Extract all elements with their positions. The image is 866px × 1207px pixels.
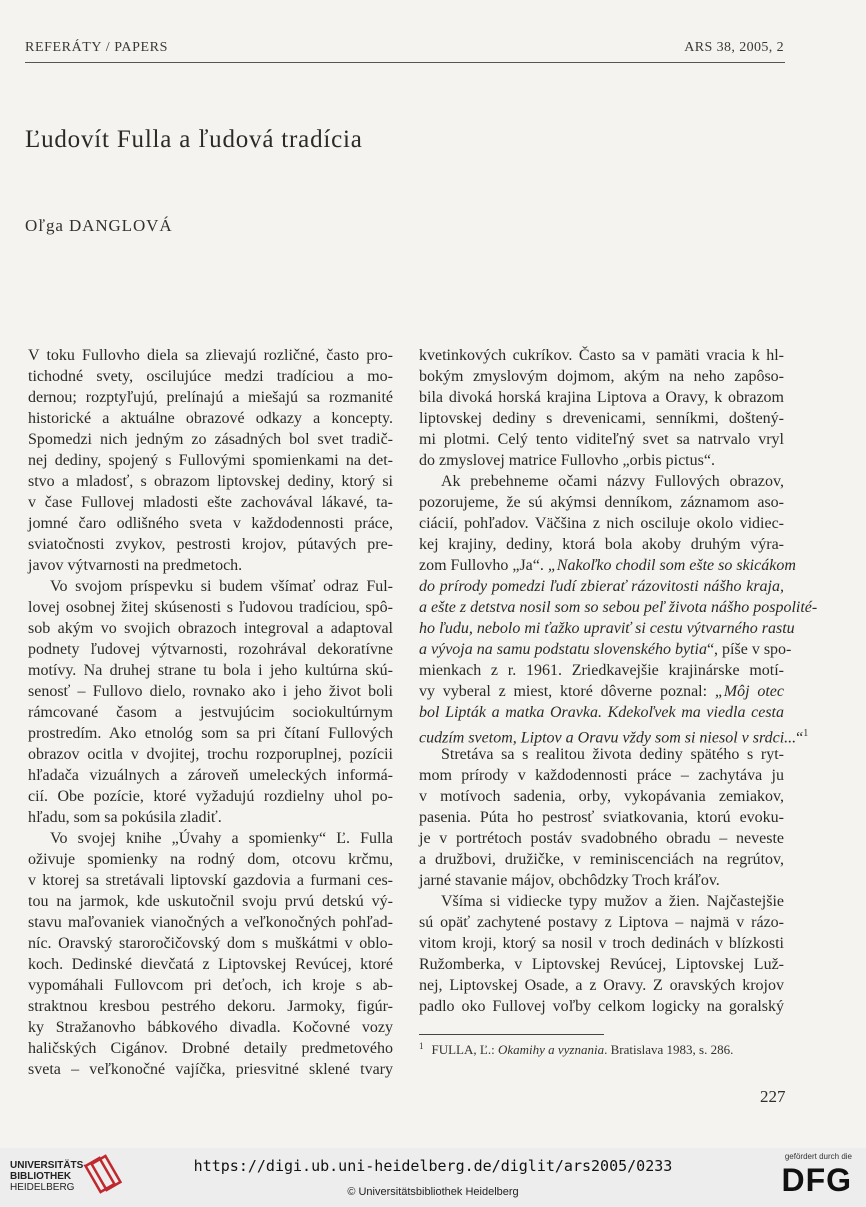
quotation-italic: do prírody pomedzi ľudí zbierať rázovitosti nášho kraja,	[419, 578, 784, 595]
text-line	[419, 681, 784, 702]
quotation-italic: bol Lipták a matka Oravka. Kdekoľvek ma viedla cesta	[419, 704, 784, 721]
footnote-number: 1	[419, 1041, 424, 1051]
text-line: níc. Oravský staroročičovský dom s muškátmi v oblo-	[28, 935, 393, 952]
text-line: cií. Obe pozície, ktoré vyžadujú rozdielny uhol po-	[28, 788, 393, 805]
text-line	[419, 576, 784, 597]
text-line: vypomáhali Fullovcom pri deťoch, ich kroje s ab-	[28, 977, 393, 994]
text-line: motívy. Na druhej strane tu bola i jeho kultúrna skú-	[28, 662, 393, 679]
text-line: Spomedzi nich jedným zo zásadných bol svet tradič-	[28, 431, 393, 448]
text-line: stvo a mladosť, s obrazom liptovskej dediny, ktorý si	[28, 473, 393, 490]
right-text-column	[419, 345, 818, 1017]
text-line: je v portrétoch postáv svadobného obradu – neveste	[419, 830, 784, 847]
text-run: “	[796, 729, 804, 747]
library-name-line: BIBLIOTHEK	[10, 1171, 72, 1182]
text-line: dernou; rozptyľujú, prelínajú a miešajú sa rozmanité	[28, 389, 393, 406]
text-line: jarné stavanie májov, obchôdzky Troch kráľov.	[419, 872, 720, 889]
text-line: jomné čaro odlišného sveta v každodennosti práce,	[28, 515, 393, 532]
text-line: oživuje spomienky na rodný dom, otcovu krčmu,	[28, 851, 393, 868]
text-line: do zmyslovej matrice Fullovho „orbis pictus“.	[419, 452, 715, 469]
text-line: ciácií, pohľadov. Väčšina z nich osciluje okolo vidiec-	[419, 515, 784, 532]
library-name-line: HEIDELBERG	[10, 1182, 75, 1193]
text-run: “, píše v spo-	[706, 641, 792, 658]
text-line: mienkach z r. 1961. Zriedkavejšie krajinárske motí-	[419, 662, 784, 679]
text-line: lovej osobnej žitej skúsenosti s ľudovou tradíciou, spô-	[28, 599, 393, 616]
footnote-author: FULLA, Ľ.:	[431, 1042, 498, 1057]
text-line: nej dediny, spojený s Fullovými spomienkami na det-	[28, 452, 393, 469]
quotation-italic: a vývoja na samu podstatu slovenského bytia	[419, 641, 707, 658]
footnote-work: Okamihy a vyznania	[497, 1042, 605, 1057]
text-line: stavu maľovaniek vianočných a veľkonočných pohľad-	[28, 914, 393, 931]
text-line	[419, 723, 809, 747]
text-line	[419, 639, 792, 660]
header-rule	[25, 62, 785, 63]
text-line: Ak prebehneme očami názvy Fullových obrazov,	[441, 473, 784, 490]
text-line: tichodné svety, oscilujúce medzi tradíciou a mo-	[28, 368, 393, 385]
article-author: Oľga DANGLOVÁ	[25, 216, 173, 235]
text-line: pozorujeme, že sú akýmsi denníkom, záznamom aso-	[419, 494, 784, 511]
quotation-italic: „Môj otec	[714, 683, 784, 700]
funding-note: gefördert durch die	[784, 1152, 852, 1161]
text-line	[419, 555, 796, 576]
quotation-italic: a ešte z detstva nosil som so sebou peľ života nášho pospolité-	[419, 599, 818, 616]
text-line: bila divoká horská krajina Liptova a Oravy, k obrazom	[419, 389, 784, 406]
text-line: ky Stražanovho bábkového divadla. Kočovné vozy	[28, 1019, 393, 1036]
article-title: Ľudovít Fulla a ľudová tradícia	[25, 126, 363, 153]
text-line: Všíma si vidiecke typy mužov a žien. Najčastejšie	[441, 893, 784, 910]
text-line: Vo svojom príspevku si budem všímať odraz Ful-	[50, 578, 393, 595]
footnote-rule	[419, 1034, 604, 1035]
text-run: zom Fullovho „Ja“.	[419, 557, 548, 574]
text-line: tou na jarmok, kde uskutočnil svoju prvú detskú vý-	[28, 893, 393, 910]
text-line: prostredím. Ako etnológ som sa pri čítaní Fullových	[28, 725, 393, 742]
text-line	[419, 597, 818, 618]
quotation-italic: ho ľudu, nebolo mi ťažko upraviť si cestu výtvarného rastu	[419, 620, 795, 637]
text-line: v ktorej sa stretávali liptovskí gazdovia a furmani ces-	[28, 872, 393, 889]
left-text-column	[28, 345, 393, 1080]
text-line: sveta – veľkonočné vajíčka, priesvitné sklené tvary	[28, 1061, 393, 1078]
text-line: bokým zmyslovým dojmom, akým na neho zapôso-	[419, 368, 784, 385]
footnote-rest: . Bratislava 1983, s. 286.	[604, 1042, 734, 1057]
text-line: mom prírody v každodennosti práce – zachytáva ju	[419, 767, 784, 784]
text-line: javov výtvarnosti na predmetoch.	[28, 557, 243, 574]
text-line: sú opäť zachytené postavy z Liptova – najmä v rázo-	[419, 914, 784, 931]
text-line	[419, 702, 784, 723]
text-line: v čase Fullovej mladosti ešte zachovával lákavé, ta-	[28, 494, 393, 511]
text-line: kvetinkových cukríkov. Často sa v pamäti vracia k hl-	[419, 347, 784, 364]
text-line: padlo oko Fullovej voľby celkom logicky na goralský	[419, 998, 784, 1015]
text-line: sob akým vo svojich obrazoch integroval a adaptoval	[28, 620, 393, 637]
footnote-ref[interactable]: 1	[803, 728, 809, 739]
text-line: v motívoch sadenia, orby, vykopávania zemiakov,	[419, 788, 784, 805]
dfg-logo[interactable]: DFG	[781, 1162, 852, 1198]
text-line: nej, Liptovskej Osade, a z Oravy. Z oravských krojov	[419, 977, 784, 994]
text-line: obrazov ocitla v dvojitej, trochu rozporuplnej, pozícii	[28, 746, 393, 763]
text-line: hľadača vizuálnych a zároveň umeleckých informá-	[28, 767, 393, 784]
text-run: vy vyberal z miest, ktoré dôverne poznal:	[419, 683, 715, 700]
text-line: pasenia. Púta ho pestrosť sviatkovania, ktorú evoku-	[419, 809, 784, 826]
page-number: 227	[760, 1087, 786, 1106]
running-header-journal: ARS 38, 2005, 2	[684, 40, 784, 55]
text-line: podnety ľudovej výtvarnosti, rozohrával dekoratívne	[28, 641, 393, 658]
text-line: Vo svojej knihe „Úvahy a spomienky“ Ľ. Fulla	[50, 830, 393, 847]
quotation-italic: „Nakoľko chodil som ešte so skicákom	[547, 557, 796, 574]
text-line: vitom kroji, ktorý sa nosil v troch dedinách v blízkosti	[419, 935, 784, 952]
copyright-notice: © Universitätsbibliothek Heidelberg	[347, 1186, 519, 1198]
library-name-line: UNIVERSITÄTS-	[10, 1160, 87, 1171]
text-line: sviatočnosti zvykov, pestrosti krojov, pútavých pre-	[28, 536, 393, 553]
text-line: V toku Fullovho diela sa zlievajú rozličné, často pro-	[28, 347, 393, 364]
running-header-section: REFERÁTY / PAPERS	[25, 40, 168, 55]
text-line: rámcované časom a jestvujúcim sociokultúrnym	[28, 704, 393, 721]
text-line	[419, 618, 795, 639]
permalink-url[interactable]: https://digi.ub.uni-heidelberg.de/diglit/ars2005/0233	[193, 1157, 673, 1175]
text-line: mi plotmi. Celý tento viditeľný svet sa natrvalo vryl	[419, 431, 784, 448]
text-line: senosť – Fullovo dielo, rovnako ako i jeho život boli	[28, 683, 393, 700]
text-line: liptovskej dediny s drevenicami, senníkmi, doštený-	[419, 410, 784, 427]
digitization-footer	[0, 1148, 866, 1207]
text-line: a družbovi, družičke, v reminiscenciách na regrútov,	[419, 851, 784, 868]
text-line: Stretáva sa s realitou života dediny spätého s ryt-	[441, 746, 784, 763]
text-line: hľadu, som sa pokúsila zladiť.	[28, 809, 222, 826]
text-line: straktnou kresbou pestrého dekoru. Jarmoky, figúr-	[28, 998, 393, 1015]
text-line: haličských Cigánov. Drobné detaily predmetového	[28, 1040, 393, 1057]
text-line: koch. Dedinské dievčatá z Liptovskej Revúcej, ktoré	[28, 956, 393, 973]
quotation-italic: cudzím svetom, Liptov a Oravu vždy som si niesol v srdci...	[419, 729, 797, 747]
text-line: kej krajiny, dediny, ktorá bola akoby druhým výra-	[419, 536, 784, 553]
text-line: historické a aktuálne obrazové odkazy a koncepty.	[28, 410, 393, 427]
text-line: Ružomberka, v Liptovskej Revúcej, Liptovskej Luž-	[419, 956, 784, 973]
footnote	[419, 1041, 733, 1058]
